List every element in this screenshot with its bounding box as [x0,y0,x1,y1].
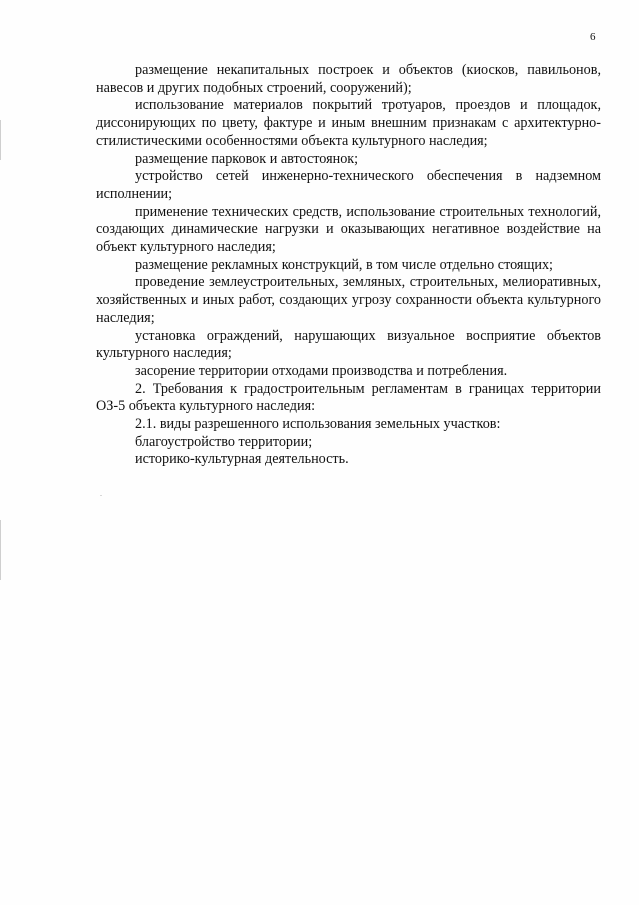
scan-artifact [100,495,102,496]
paragraph: проведение землеустроительных, земляных, строительных, мелиоративных, хозяйственных и иных работ, создающих угрозу сохранности объекта культурного наследия; [96,274,601,326]
paragraph: установка ограждений, нарушающих визуальное восприятие объектов культурного наследия; [96,327,601,362]
scan-edge-mark [0,120,1,160]
scan-edge-mark [0,520,1,580]
paragraph: 2. Требования к градостроительным регламентам в границах территории ОЗ-5 объекта культурного наследия: [96,380,601,415]
paragraph: историко-культурная деятельность. [135,451,349,468]
paragraph: 2.1. виды разрешенного использования земельных участков: [135,416,501,433]
paragraph: благоустройство территории; [135,433,313,450]
paragraph: размещение некапитальных построек и объектов (киосков, павильонов, навесов и других подобных строений, сооружений); [96,62,601,96]
document-body [96,62,601,469]
page-number: 6 [590,31,596,43]
paragraph: размещение рекламных конструкций, в том числе отдельно стоящих; [135,256,554,273]
paragraph: размещение парковок и автостоянок; [135,150,359,167]
paragraph: использование материалов покрытий тротуаров, проездов и площадок, диссонирующих по цвету, фактуре и иным внешним признакам с архитектурно-стилистическими особенностями объекта культурного наследия; [96,97,601,149]
paragraph: применение технических средств, использование строительных технологий, создающих динамические нагрузки и оказывающих негативное воздействие на объект культурного наследия; [96,203,601,256]
paragraph: устройство сетей инженерно-технического обеспечения в надземном исполнении; [96,168,601,202]
paragraph: засорение территории отходами производства и потребления. [135,362,508,379]
